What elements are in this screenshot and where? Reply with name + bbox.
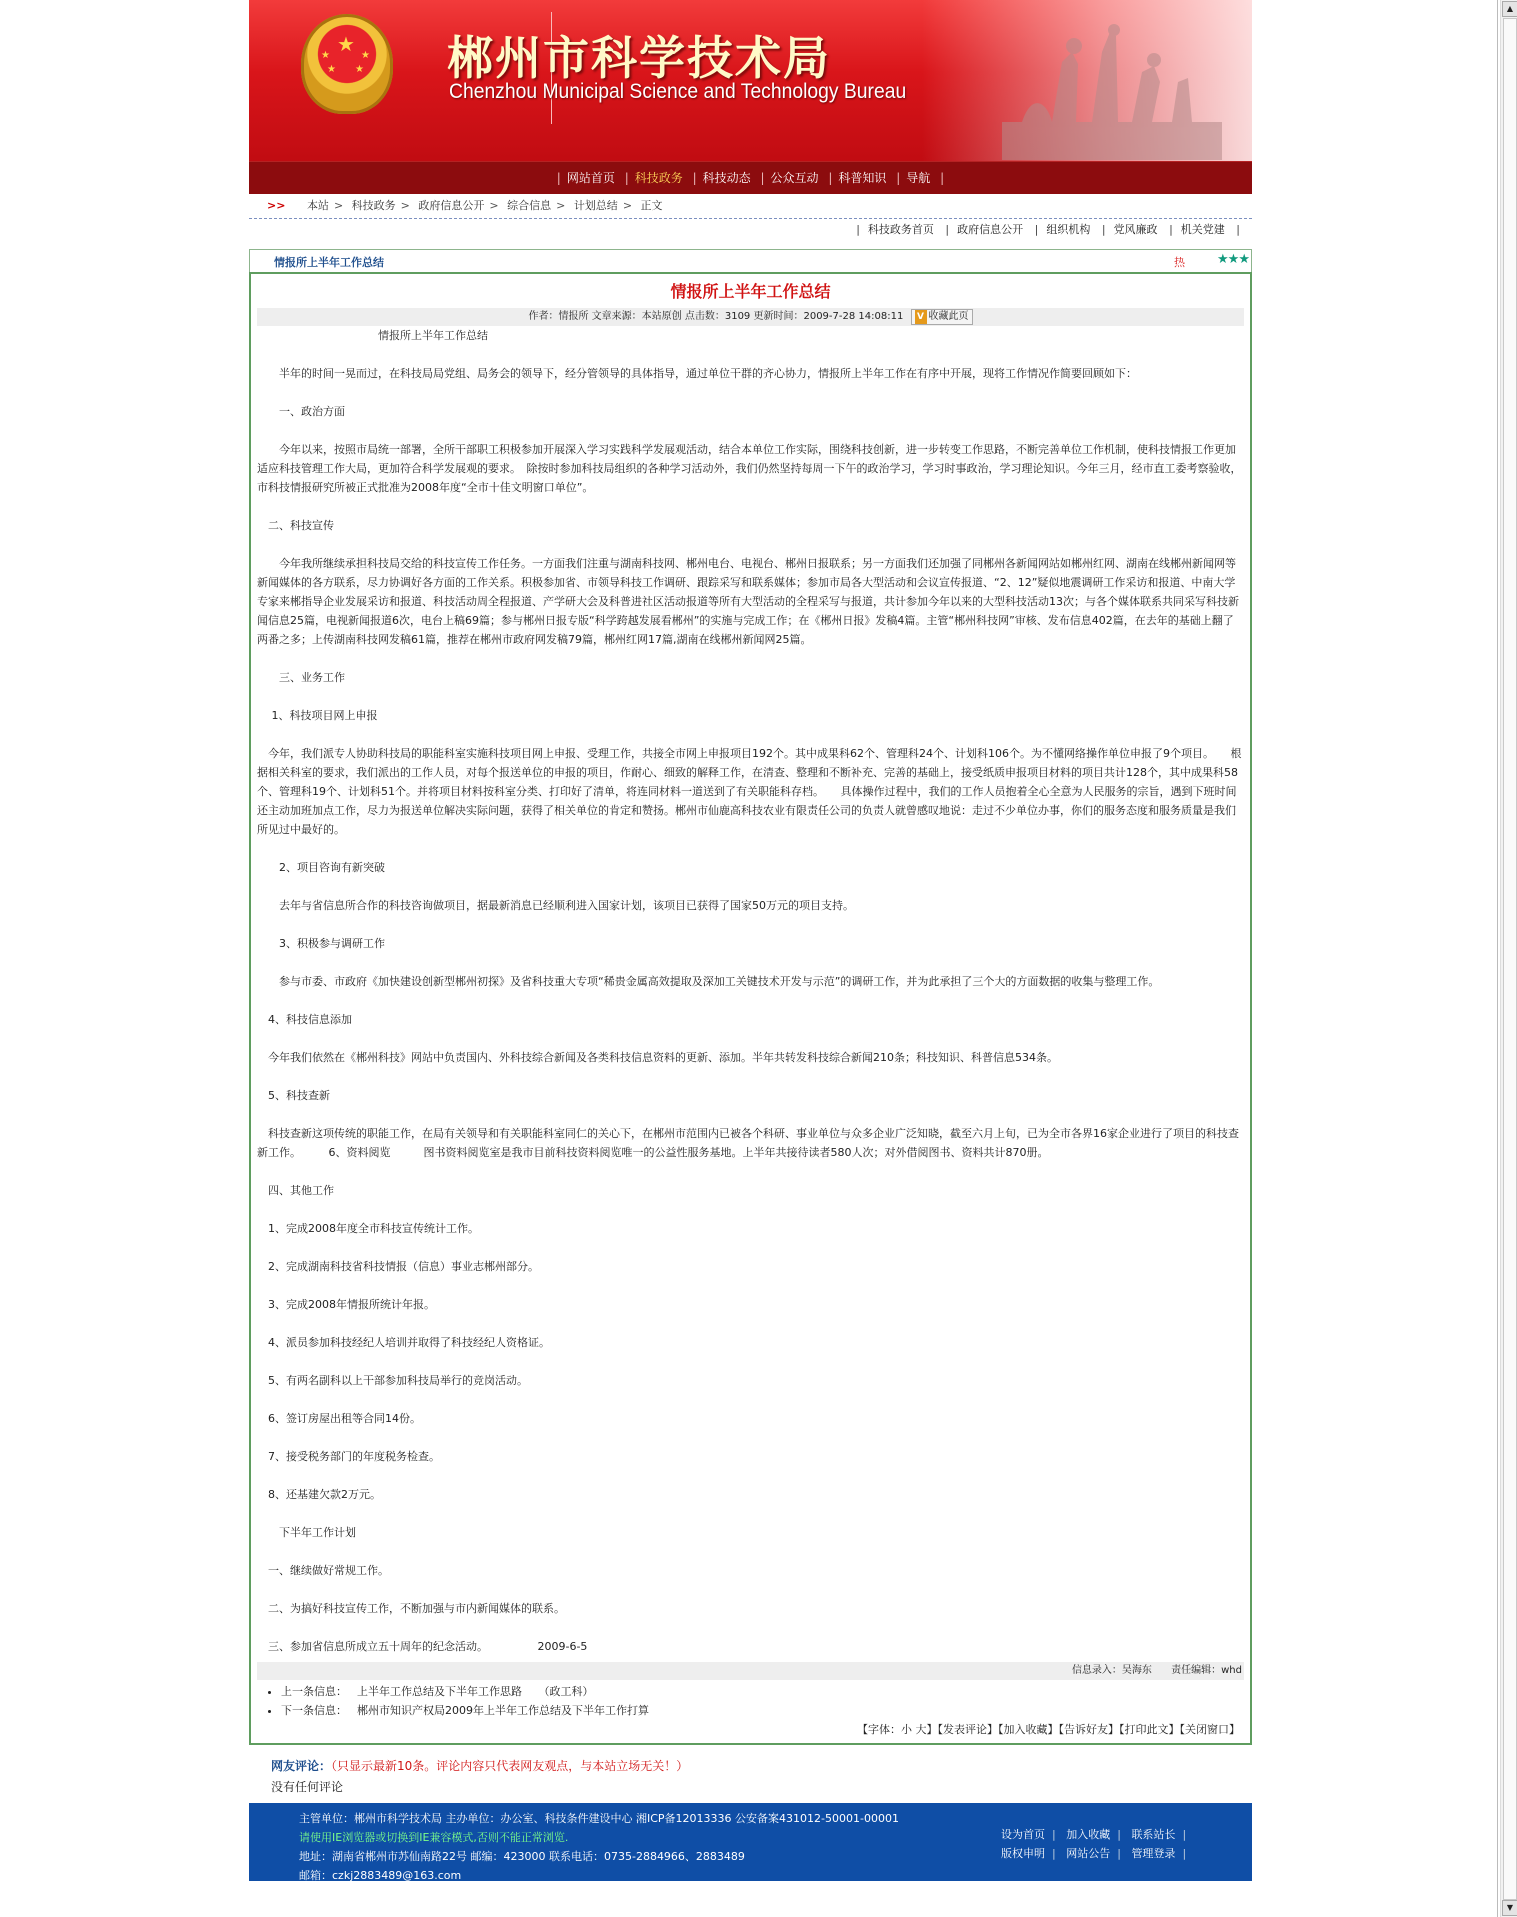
site-footer (249, 1803, 1252, 1881)
article-paragraph: 7、接受税务部门的年度税务检查。 (257, 1450, 440, 1463)
entry-person: 信息录入：吴海东 (1071, 1665, 1152, 1676)
nav-item-guide[interactable]: 导航 (906, 171, 931, 185)
rating-stars-icon: ★★★ (1217, 252, 1249, 267)
breadcrumb-home[interactable]: 本站 (306, 199, 329, 212)
footer-link-homepage[interactable]: 设为首页 (1001, 1828, 1045, 1841)
article-paragraph: 5、有两名副科以上干部参加科技局举行的竞岗活动。 (257, 1374, 528, 1387)
prev-label: 上一条信息： (281, 1685, 347, 1698)
comments-empty: 没有任何评论 (271, 1780, 344, 1794)
subnav-disclosure[interactable]: 政府信息公开 (957, 223, 1024, 236)
footer-link-favorite[interactable]: 加入收藏 (1066, 1828, 1111, 1841)
article-paragraph: 二、为搞好科技宣传工作，不断加强与市内新闻媒体的联系。 (257, 1602, 565, 1615)
comments-header (249, 1755, 1252, 1777)
nav-item-home[interactable]: 网站首页 (566, 171, 615, 185)
article-paragraph: 4、派员参加科技经纪人培训并取得了科技经纪人资格证。 (257, 1336, 550, 1349)
article-tools[interactable]: 【字体：小 大】【发表评论】【加入收藏】【告诉好友】【打印此文】【关闭窗口】 (857, 1723, 1240, 1736)
article-paragraph: 今年以来，按照市局统一部署，全所干部职工积极参加开展深入学习实践科学发展观活动，结合本单位工作实际，围绕科技创新，进一步转变工作思路，不断完善单位工作机制，使科技情报工作更加适应科技管理工作大局，更加符合科学发展观的要求。 除按时参加科技局组织的各种学习活动外，我们仍然坚持每周一下午的政治学习，学习时事政治，学习理论知识。今年三月，经市直工委考察验收，市科技情报研究所被正式批准为2008年度“全市十佳文明窗口单位”。 (257, 443, 1242, 494)
sub-nav: | 科技政务首页 | 政府信息公开 | 组织机构 | 党风廉政 | 机关党建 | (856, 223, 1240, 236)
article-body (257, 326, 1244, 1656)
nav-item-affairs[interactable]: 科技政务 (634, 171, 683, 185)
article-paragraph: 一、继续做好常规工作。 (257, 1564, 389, 1577)
scroll-down-icon[interactable]: ▼ (1502, 1900, 1517, 1916)
scroll-up-icon[interactable]: ▲ (1502, 1, 1517, 17)
main-nav: | 网站首页 | 科技政务 | 科技动态 | 公众互动 | 科普知识 | 导航 | (249, 161, 1252, 194)
article-paragraph: 三、业务工作 (257, 671, 345, 684)
subnav-integrity[interactable]: 党风廉政 (1113, 223, 1158, 236)
article-paragraph: 四、其他工作 (257, 1184, 334, 1197)
nav-item-news[interactable]: 科技动态 (702, 171, 751, 185)
bookmark-button[interactable] (911, 309, 973, 325)
article-paragraph: 今年我所继续承担科技局交给的科技宣传工作任务。一方面我们注重与湖南科技网、郴州电台、电视台、郴州日报联系；另一方面我们还加强了同郴州各新闻网站如郴州红网、湖南在线郴州新闻网等新闻媒体的各方联系，尽力协调好各方面的工作关系。积极参加省、市领导科技工作调研、跟踪采写和联系媒体；参加市局各大型活动和会议宣传报道、“2、12”疑似地震调研工作采访和报道、中南大学专家来郴指导企业发展采访和报道、科技活动周全程报道、产学研大会及科普进社区活动报道等所有大型活动的全程采写与报道，共计参加今年以来的大型科技活动13次；与各个媒体联系共同采写科技新闻信息25篇，电视新闻报道6次，电台上稿69篇；参与郴州日报专版“科学跨越发展看郴州”的实施与完成工作；在《郴州日报》发稿4篇。主管“郴州科技网”审核、发布信息402篇，在去年的基础上翻了两番之多；上传湖南科技网发稿61篇，推荐在郴州市政府网发稿79篇，郴州红网17篇,湖南在线郴州新闻网25篇。 (257, 557, 1239, 646)
breadcrumb-arrow-icon: >> (267, 199, 286, 212)
article-paragraph: 参与市委、市政府《加快建设创新型郴州初探》及省科技重大专项“稀贵金属高效提取及深加工关键技术开发与示范”的调研工作，并为此承担了三个大的方面数据的收集与整理工作。 (257, 975, 1160, 988)
article-paragraph: 1、科技项目网上申报 (257, 709, 378, 722)
article-paragraph: 今年，我们派专人协助科技局的职能科室实施科技项目网上申报、受理工作，共接全市网上申报项目192个。其中成果科62个、管理科24个、计划科106个。为不懂网络操作单位申报了9个项目。 根据相关科室的要求，我们派出的工作人员，对每个报送单位的申报的项目，作耐心、细致的解释工作，在清查、整理和不断补充、完善的基础上，接受纸质申报项目材料的项目共计128个，其中成果科58个、管理科19个、计划科51个。并将项目材料按科室分类、打印好了清单，将连同材料一道送到了有关职能科存档。 具体操作过程中，我们的工作人员抱着全心全意为人民服务的宗旨，遇到下班时间还主动加班加点工作，尽力为报送单位解决实际问题，获得了相关单位的肯定和赞扬。郴州市仙鹿高科技农业有限责任公司的负责人就曾感叹地说：走过不少单位办事，你们的服务态度和服务质量是我们所见过中最好的。 (257, 747, 1242, 836)
article-title-bar (249, 249, 1252, 272)
related-articles (281, 1682, 1244, 1720)
article-paragraph: 4、科技信息添加 (257, 1013, 352, 1026)
hot-badge: 热 (1174, 256, 1185, 269)
subnav-party[interactable]: 机关党建 (1180, 223, 1225, 236)
article-paragraph: 二、科技宣传 (257, 519, 334, 532)
article-box (249, 272, 1252, 1745)
next-article-link[interactable]: 郴州市知识产权局2009年上半年工作总结及下半年工作打算 (357, 1704, 649, 1717)
footer-email: 邮箱：czkj2883489@163.com (299, 1869, 462, 1882)
breadcrumb-current: 正文 (640, 199, 663, 212)
breadcrumb-general[interactable]: 综合信息 (507, 199, 552, 212)
article-meta (257, 308, 1244, 326)
responsible-editor: 责任编辑：whd (1171, 1665, 1242, 1676)
article-paragraph: 2、项目咨询有新突破 (257, 861, 385, 874)
bookmark-label: 收藏此页 (928, 311, 969, 322)
vertical-scrollbar[interactable] (1500, 0, 1517, 1917)
footer-info (299, 1809, 899, 1885)
article-paragraph: 6、签订房屋出租等合同14份。 (257, 1412, 421, 1425)
article-paragraph: 下半年工作计划 (257, 1526, 356, 1539)
article-paragraph: 今年我们依然在《郴州科技》网站中负责国内、外科技综合新闻及各类科技信息资料的更新、添加。半年共转发科技综合新闻210条；科技知识、科普信息534条。 (257, 1051, 1058, 1064)
footer-link-contact[interactable]: 联系站长 (1131, 1828, 1176, 1841)
article-paragraph: 半年的时间一晃而过，在科技局局党组、局务会的领导下，经分管领导的具体指导，通过单位干群的齐心协力，情报所上半年工作在有序中开展，现将工作情况作简要回顾如下： (257, 367, 1137, 380)
footer-link-copyright[interactable]: 版权申明 (1001, 1847, 1045, 1860)
article-paragraph: 情报所上半年工作总结 (257, 329, 488, 342)
page-container (249, 0, 1252, 1881)
article-paragraph: 科技查新这项传统的职能工作，在局有关领导和有关职能科室同仁的关心下，在郴州市范围内已被各个科研、事业单位与众多企业广泛知晓，截至六月上旬，已为全市各界16家企业进行了项目的科技查新工作。 6、资料阅览 图书资料阅览室是我市目前科技资料阅览唯一的公益性服务基地。上半年共接待读者580人次；对外借阅图书、资料共计870册。 (257, 1127, 1239, 1159)
bookmark-icon: V (915, 310, 927, 324)
scrollbar-thumb[interactable] (1503, 18, 1517, 1900)
list-item (281, 1701, 1244, 1720)
page-edge-line (1497, 0, 1498, 1917)
article-paragraph: 2、完成湖南科技省科技情报（信息）事业志郴州部分。 (257, 1260, 539, 1273)
prev-article-link[interactable]: 上半年工作总结及下半年工作思路 （政工科） (357, 1685, 594, 1698)
article-paragraph: 3、积极参与调研工作 (257, 937, 385, 950)
footer-sponsor: 主管单位：郴州市科学技术局 主办单位：办公室、科技条件建设中心 湘ICP备12013336 公安备案431012-50001-00001 (299, 1812, 899, 1825)
breadcrumb: >> 本站 > 科技政务 > 政府信息公开 > 综合信息 > 计划总结 > 正文 (249, 194, 1252, 219)
article-meta-text: 作者：情报所 文章来源：本站原创 点击数：3109 更新时间：2009-7-28 14:08:11 (528, 311, 904, 322)
footer-links: 设为首页 | 加入收藏 | 联系站长 | 版权申明 | 网站公告 | 管理登录 | (1001, 1828, 1187, 1860)
comments-note: （只显示最新10条。评论内容只代表网友观点，与本站立场无关！） (331, 1759, 689, 1773)
national-emblem-icon: ★ ★ ★ ★ ★ (301, 14, 393, 114)
article-headline: 情报所上半年工作总结 (670, 282, 831, 301)
breadcrumb-plans[interactable]: 计划总结 (573, 199, 618, 212)
list-item (281, 1682, 1244, 1701)
article-paragraph: 5、科技查新 (257, 1089, 330, 1102)
article-paragraph: 三、参加省信息所成立五十周年的纪念活动。 2009-6-5 (257, 1640, 588, 1653)
site-banner (249, 0, 1252, 161)
article-signature (257, 1662, 1244, 1680)
footer-link-admin[interactable]: 管理登录 (1131, 1847, 1176, 1860)
site-title: 郴州市科学技术局 (447, 31, 831, 85)
footer-browser-warning: 请使用IE浏览器或切换到IE兼容模式,否则不能正常浏览. (299, 1831, 569, 1844)
footer-link-notice[interactable]: 网站公告 (1066, 1847, 1111, 1860)
breadcrumb-affairs[interactable]: 科技政务 (351, 199, 396, 212)
footer-address: 地址：湖南省郴州市苏仙南路22号 邮编：423000 联系电话：0735-2884966、2883489 (299, 1850, 745, 1863)
article-paragraph: 去年与省信息所合作的科技咨询做项目，据最新消息已经顺利进入国家计划，该项目已获得了国家50万元的项目支持。 (257, 899, 854, 912)
site-subtitle: Chenzhou Municipal Science and Technology Bureau (449, 80, 907, 103)
article-paragraph: 3、完成2008年情报所统计年报。 (257, 1298, 435, 1311)
nav-item-knowledge[interactable]: 科普知识 (838, 171, 887, 185)
nav-item-interaction[interactable]: 公众互动 (770, 171, 819, 185)
article-paragraph: 1、完成2008年度全市科技宣传统计工作。 (257, 1222, 479, 1235)
article-paragraph: 一、政治方面 (257, 405, 345, 418)
statue-image (992, 22, 1232, 160)
article-paragraph: 8、还基建欠款2万元。 (257, 1488, 381, 1501)
breadcrumb-disclosure[interactable]: 政府信息公开 (418, 199, 485, 212)
article-bar-title: 情报所上半年工作总结 (274, 256, 384, 269)
subnav-organization[interactable]: 组织机构 (1046, 223, 1091, 236)
comments-label: 网友评论： (271, 1759, 332, 1773)
next-label: 下一条信息： (281, 1704, 347, 1717)
subnav-affairs-home[interactable]: 科技政务首页 (867, 223, 934, 236)
